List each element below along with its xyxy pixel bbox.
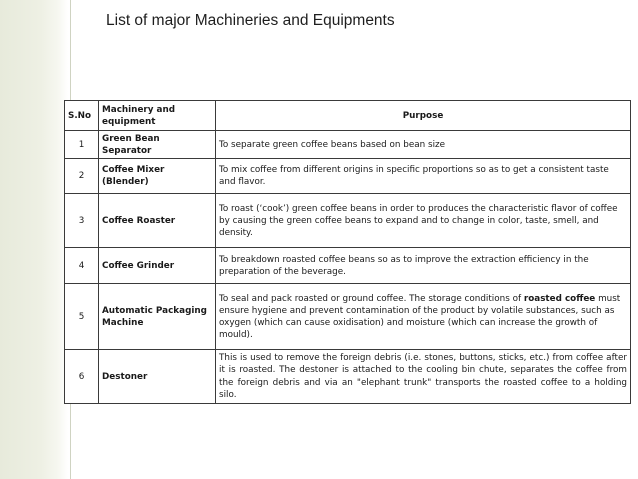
row-machinery: Coffee Mixer (Blender): [99, 159, 216, 194]
left-decorative-strip: [0, 0, 68, 479]
machinery-table: [64, 100, 631, 404]
table-header-row: [65, 101, 631, 131]
row-sno: 6: [65, 350, 99, 404]
row-sno: 5: [65, 284, 99, 350]
header-machinery: Machinery and equipment: [99, 101, 216, 131]
purpose-text: To seal and pack roasted or ground coffee. The storage conditions of: [219, 293, 524, 304]
row-machinery: Coffee Roaster: [99, 194, 216, 248]
table-row: [65, 159, 631, 194]
header-purpose: Purpose: [216, 101, 631, 131]
row-purpose: To mix coffee from different origins in specific proportions so as to get a consistent taste and flavor.: [216, 159, 631, 194]
table-row: [65, 131, 631, 159]
row-purpose: This is used to remove the foreign debris (i.e. stones, buttons, sticks, etc.) from coffee after it is roasted. The destoner is attached to the cooling bin chute, separates the coffee from the foreign debris and via an "elephant trunk" transports the roasted coffee to a holding silo.: [216, 350, 631, 404]
row-sno: 1: [65, 131, 99, 159]
row-machinery: Destoner: [99, 350, 216, 404]
row-machinery: Automatic Packaging Machine: [99, 284, 216, 350]
purpose-emphasis: roasted coffee: [523, 293, 596, 304]
table-row: [65, 350, 631, 404]
table-row: [65, 248, 631, 284]
table-row: [65, 194, 631, 248]
row-sno: 3: [65, 194, 99, 248]
row-purpose: [216, 284, 631, 350]
table-row: [65, 284, 631, 350]
row-purpose: To breakdown roasted coffee beans so as to improve the extraction efficiency in the preparation of the beverage.: [216, 248, 631, 284]
row-purpose: To roast (‘cook’) green coffee beans in order to produces the characteristic flavor of coffee by causing the green coffee beans to expand and to change in color, taste, smell, and density.: [216, 194, 631, 248]
row-purpose: To separate green coffee beans based on bean size: [216, 131, 631, 159]
purpose-text: must ensure hygiene and prevent contamination of the product by volatile substances, such as oxygen (which can cause oxidisation) and moisture (which can increase the growth of mould).: [219, 293, 621, 340]
row-machinery: Coffee Grinder: [99, 248, 216, 284]
header-sno: S.No: [65, 101, 99, 131]
row-sno: 4: [65, 248, 99, 284]
slide-title: List of major Machineries and Equipments: [106, 12, 395, 29]
row-machinery: Green Bean Separator: [99, 131, 216, 159]
row-sno: 2: [65, 159, 99, 194]
